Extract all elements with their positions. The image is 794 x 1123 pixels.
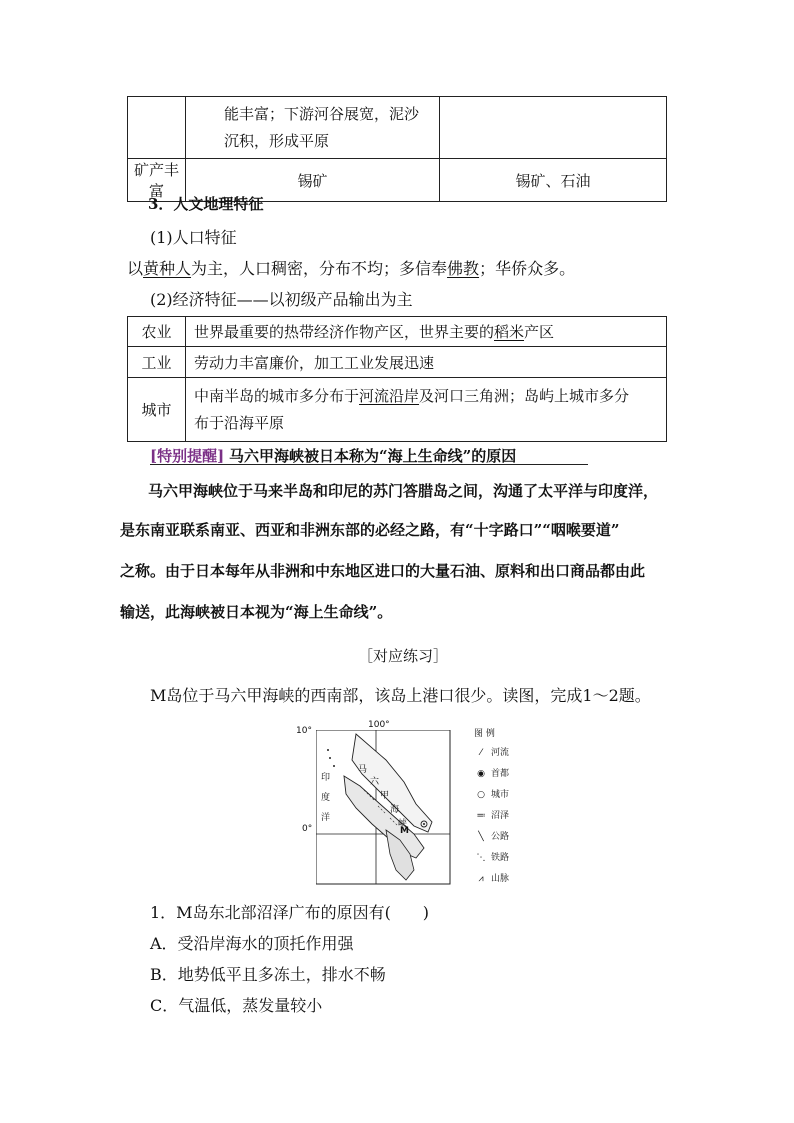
legend-river-label: 河流 [491,748,510,758]
swamp-icon: ≕ [476,811,486,821]
strait-char-5: 峡 [398,819,408,829]
practice-intro: M岛位于马六甲海峡的西南部，该岛上港口很少。读图，完成1～2题。 [150,686,651,705]
population-text-a: 以 [127,259,144,278]
legend-city-label: 城市 [491,790,510,800]
question1-option-c: C．气温低，蒸发量较小 [150,996,323,1015]
legend-mountain-label: 山脉 [491,874,510,884]
table2-city-a: 中南半岛的城市多分布于 [194,386,360,405]
body-line-3: 之称。由于日本每年从非洲和中东地区进口的大量石油、原料和出口商品都由此 [120,562,646,580]
table2-agri-underline: 稻米 [494,323,525,341]
population-underline-1: 黄种人 [143,259,192,278]
legend-capital [474,766,509,779]
population-text [127,256,575,279]
table1-row1-col2-line2: 沉积，形成平原 [224,131,330,150]
tip-label: [特别提醒] [150,447,225,465]
river-icon: ⁄ [480,748,482,758]
highway-icon: ╲ [478,832,484,842]
table2-city-line1 [194,383,666,410]
body-line-2: 是东南亚联系南亚、西亚和非洲东部的必经之路，有“十字路口”“咽喉要道” [120,521,620,539]
table1-row1-col1 [128,97,186,159]
ocean-char-1: 印 [321,773,331,783]
map-lat-bottom: 0° [302,824,313,834]
table1-row2-col3: 锡矿、石油 [440,159,667,202]
ocean-char-3: 洋 [321,813,331,823]
table1-row1-col2 [186,97,440,159]
practice-heading: ［对应练习］ [358,647,449,665]
mountain-icon: ⩘ [478,874,484,884]
capital-icon: ◉ [477,769,485,779]
ocean-label [321,768,330,828]
ocean-char-2: 度 [321,793,331,803]
question1-option-a: A．受沿岸海水的顶托作用强 [150,934,354,953]
body-line-1: 马六甲海峡位于马来半岛和印尼的苏门答腊岛之间，沟通了太平洋与印度洋， [148,482,659,500]
population-text-b: 为主，人口稠密，分布不均；多信奉 [191,259,448,278]
table2-text-city [186,378,667,442]
legend-mountain [474,871,509,884]
city-icon: ○ [477,790,485,800]
population-text-c: ；华侨众多。 [479,259,576,278]
table1-row1-col3 [440,97,667,159]
section3-sub1: (1)人口特征 [150,228,237,247]
body-line-4: 输送，此海峡被日本视为“海上生命线”。 [120,603,393,621]
map-lat-top: 10° [296,726,312,736]
table2-label-city: 城市 [128,378,186,442]
legend-swamp [474,808,509,821]
table2-label-agriculture: 农业 [128,317,186,347]
legend-river [474,745,509,758]
special-tip [150,445,516,466]
legend-city [474,787,509,800]
legend-railway-label: 铁路 [491,853,510,863]
table1-row1-col2-line1: 能丰富；下游河谷展宽，泥沙 [224,104,420,123]
legend-title: 图 例 [474,729,495,739]
section3-sub2: (2)经济特征——以初级产品输出为主 [150,290,413,309]
population-underline-2: 佛教 [447,259,480,278]
table2-text-agriculture [186,317,667,347]
tip-underline [150,464,588,465]
table2-city-underline: 河流沿岸 [359,386,420,405]
strait-char-4: 海 [390,805,400,815]
map-lon: 100° [368,720,390,730]
capital-dot [423,823,425,825]
m-island-label: M [400,826,409,836]
strait-char-3: 甲 [380,791,390,801]
table2-agri-a: 世界最重要的热带经济作物产区，世界主要的 [194,323,495,341]
tip-title: 马六甲海峡被日本称为“海上生命线”的原因 [228,447,517,465]
table2-label-industry: 工业 [128,347,186,378]
question1-stem: 1．M岛东北部沼泽广布的原因有( ) [150,903,430,922]
economy-table [127,316,667,442]
table2-text-industry: 劳动力丰富廉价，加工工业发展迅速 [186,347,667,378]
question1-option-b: B．地势低平且多冻土，排水不畅 [150,965,386,984]
legend-swamp-label: 沼泽 [491,811,510,821]
malacca-map [290,718,470,888]
islet-2 [329,757,331,759]
table2-city-line2: 布于沿海平原 [194,413,285,432]
islet-1 [327,749,329,751]
table1-row2-col2: 锡矿 [186,159,440,202]
legend-capital-label: 首都 [491,769,510,779]
table1-row2-col1: 矿产丰富 [128,159,186,202]
legend-highway [474,829,509,842]
table2-city-b: 及河口三角洲；岛屿上城市多分 [419,386,630,405]
legend-highway-label: 公路 [491,832,510,842]
section3-title: 3．人文地理特征 [148,195,264,213]
strait-char-1: 马 [358,765,368,775]
railway-icon: ⋱ [476,853,486,863]
strait-char-2: 六 [370,777,380,787]
legend-railway [474,850,509,863]
map-drawing [316,730,452,886]
landform-table [127,96,667,202]
table2-agri-b: 产区 [524,323,555,341]
islet-3 [333,765,335,767]
